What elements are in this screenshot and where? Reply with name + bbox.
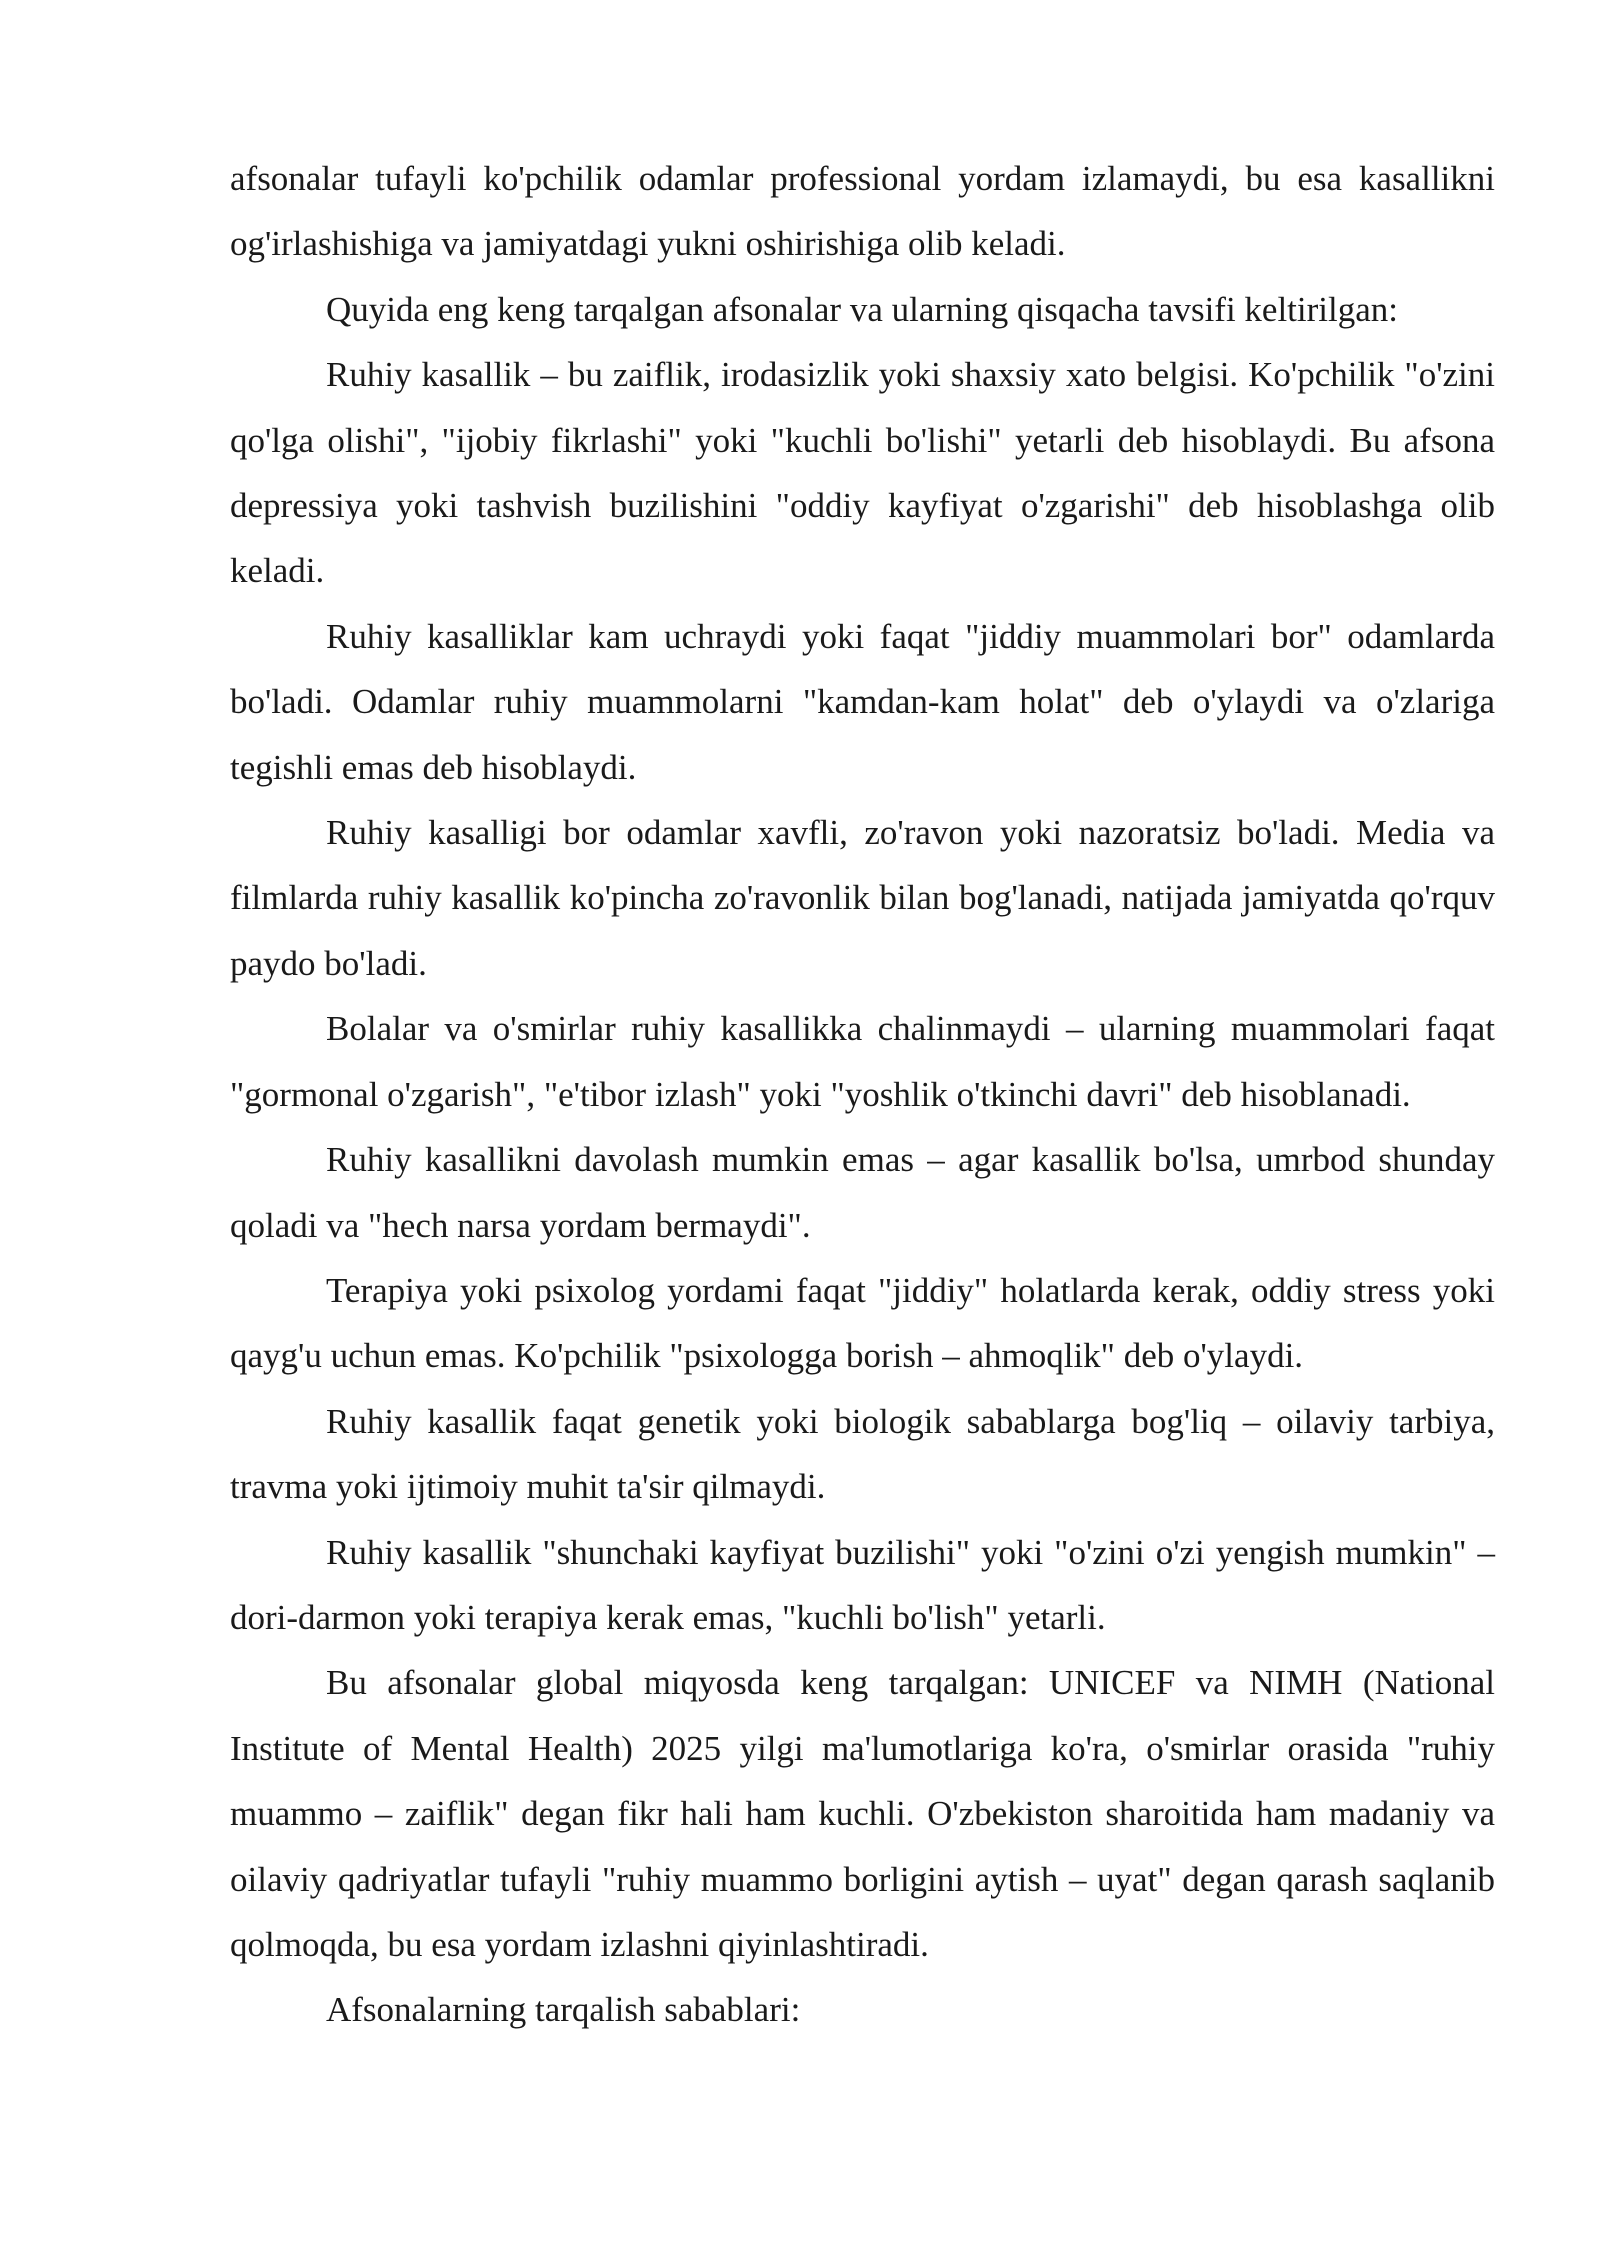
document-body — [230, 146, 1495, 2043]
paragraph-myth-children: Bolalar va o'smirlar ruhiy kasallikka chalinmaydi – ularning muammolari faqat "gormonal o'zgarish", "e'tibor izlash" yoki "yoshlik o'tkinchi davri" deb hisoblanadi. — [230, 1009, 1495, 1114]
paragraph-myth-rare: Ruhiy kasalliklar kam uchraydi yoki faqat "jiddiy muammolari bor" odamlarda bo'ladi. Odamlar ruhiy muammolarni "kamdan-kam holat" deb o'ylaydi va o'zlariga tegishli emas deb hisoblaydi. — [230, 616, 1495, 787]
paragraph-myth-mood: Ruhiy kasallik "shunchaki kayfiyat buzilishi" yoki "o'zini o'zi yengish mumkin" – dori-darmon yoki terapiya kerak emas, "kuchli bo'lish" yetarli. — [230, 1532, 1495, 1637]
paragraph-myth-weakness: Ruhiy kasallik – bu zaiflik, irodasizlik yoki shaxsiy xato belgisi. Ko'pchilik "o'zini qo'lga olishi", "ijobiy fikrlashi" yoki "kuchli bo'lishi" yetarli deb hisoblaydi. Bu afsona depressiya yoki tashvish buzilishini "oddiy kayfiyat o'zgarishi" deb hisoblashga olib keladi. — [230, 355, 1495, 591]
paragraph-intro: Quyida eng keng tarqalgan afsonalar va ularning qisqacha tavsifi keltirilgan: — [326, 289, 1398, 329]
paragraph-causes-heading: Afsonalarning tarqalish sabablari: — [326, 1990, 801, 2030]
paragraph-myth-genetic: Ruhiy kasallik faqat genetik yoki biologik sabablarga bog'liq – oilaviy tarbiya, travma yoki ijtimoiy muhit ta'sir qilmaydi. — [230, 1401, 1495, 1507]
paragraph-myth-incurable: Ruhiy kasallikni davolash mumkin emas – agar kasallik bo'lsa, umrbod shunday qoladi va "hech narsa yordam bermaydi". — [230, 1140, 1495, 1245]
paragraph-global-context: Bu afsonalar global miqyosda keng tarqalgan: UNICEF va NIMH (National Institute of Mental Health) 2025 yilgi ma'lumotlariga ko'ra, o'smirlar orasida "ruhiy muammo – zaiflik" degan fikr hali ham kuchli. O'zbekiston sharoitida ham madaniy va oilaviy qadriyatlar tufayli "ruhiy muammo borligini aytish – uyat" degan qarash saqlanib qolmoqda, bu esa yordam izlashni qiyinlashtiradi. — [230, 1663, 1495, 1964]
paragraph-myth-dangerous: Ruhiy kasalligi bor odamlar xavfli, zo'ravon yoki nazoratsiz bo'ladi. Media va filmlarda ruhiy kasallik ko'pincha zo'ravonlik bilan bog'lanadi, natijada jamiyatda qo'rquv paydo bo'ladi. — [230, 813, 1495, 983]
paragraph-myth-therapy: Terapiya yoki psixolog yordami faqat "jiddiy" holatlarda kerak, oddiy stress yoki qayg'u uchun emas. Ko'pchilik "psixologga borish – ahmoqlik" deb o'ylaydi. — [230, 1270, 1495, 1376]
paragraph-continuation: afsonalar tufayli ko'pchilik odamlar professional yordam izlamaydi, bu esa kasallikni og'irlashishiga va jamiyatdagi yukni oshirishiga olib keladi. — [230, 159, 1495, 264]
